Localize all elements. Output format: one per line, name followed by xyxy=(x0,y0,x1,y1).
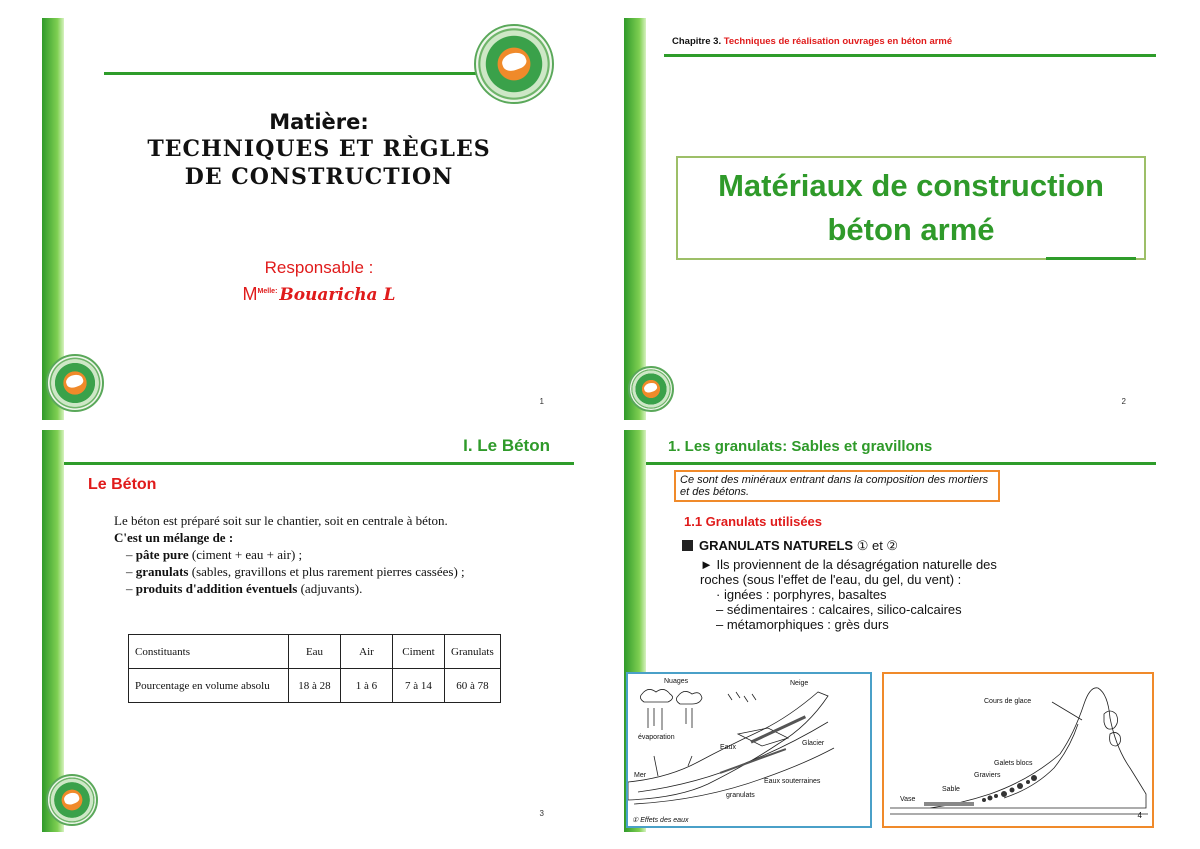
intro-text: Le béton est préparé soit sur le chantier, soit en centrale à béton. xyxy=(114,513,448,528)
section-heading: I. Le Béton xyxy=(463,436,550,455)
table-header: Ciment xyxy=(393,635,445,669)
table-cell: 18 à 28 xyxy=(289,669,341,703)
water-cycle-figure xyxy=(626,672,872,828)
erosion-figure xyxy=(882,672,1154,828)
triangle-bullet-icon: ► xyxy=(700,557,717,572)
header-rule xyxy=(646,462,1156,465)
chapter-title: Techniques de réalisation ouvrages en béton armé xyxy=(723,36,953,47)
course-title xyxy=(64,110,574,190)
list-item: ignées : porphyres, basaltes xyxy=(723,587,887,602)
table-header: Granulats xyxy=(445,635,501,669)
square-bullet-icon xyxy=(682,540,693,551)
slide-4 xyxy=(624,430,1156,832)
list-item: métamorphiques : grès durs xyxy=(726,617,889,632)
slide-1 xyxy=(42,18,574,420)
figure-label: Galets blocs xyxy=(994,760,1033,767)
table-cell: 1 à 6 xyxy=(341,669,393,703)
chapter-header xyxy=(672,36,952,47)
figure-caption: ① Effets des eaux xyxy=(632,817,689,824)
section-heading: 1. Les granulats: Sables et gravillons xyxy=(668,438,933,455)
university-seal-icon xyxy=(474,24,554,104)
concrete-description xyxy=(114,512,554,597)
definition-box: Ce sont des minéraux entrant dans la composition des mortiers et des bétons. xyxy=(674,470,1000,502)
table-header: Air xyxy=(341,635,393,669)
naturels-label: GRANULATS NATURELS xyxy=(699,538,854,553)
responsable-label: Responsable : xyxy=(264,258,374,277)
mix-label: C'est un mélange de : xyxy=(114,530,234,545)
main-title-line-1: Matériaux de construction xyxy=(718,168,1104,203)
responsable-name: $M^{Melle:}$ Bouaricha L xyxy=(242,284,396,305)
figure-label: Neige xyxy=(790,680,809,687)
origin-paragraph: Ils proviennent de la désagrégation naturelle des roches (sous l'effet de l'eau, du gel, du vent) : xyxy=(700,557,997,587)
figure-label: Mer xyxy=(634,772,647,779)
aggregates-text: GRANULATS NATURELS ① et ② ► Ils proviennent de la désagrégation naturelle des roches (sous l'effet de l'eau, du gel, du vent) : · ignées : porphyres, basaltes – sédimentaires : calcaires, silico-calcaires – métamorphiques : grès durs xyxy=(682,538,1012,632)
list-item: – pâte pure (ciment + eau + air) ; xyxy=(126,546,554,563)
university-seal-small-icon xyxy=(46,354,104,412)
table-row xyxy=(129,669,501,703)
list-item: sédimentaires : calcaires, silico-calcaires xyxy=(726,602,962,617)
university-seal-small-icon xyxy=(46,774,98,826)
header-rule xyxy=(664,54,1156,57)
figure-label: Eaux souterraines xyxy=(764,778,821,785)
slide-2 xyxy=(624,18,1156,420)
figure-label: Vase xyxy=(900,796,916,803)
table-cell: Pourcentage en volume absolu xyxy=(129,669,289,703)
name-prefix: M xyxy=(242,284,258,304)
figure-label: Graviers xyxy=(974,772,1001,779)
title-rule xyxy=(104,72,479,75)
page-number: 3 xyxy=(539,809,544,818)
table-cell: 60 à 78 xyxy=(445,669,501,703)
table-header: Eau xyxy=(289,635,341,669)
table-header: Constituants xyxy=(129,635,289,669)
name-title: Melle xyxy=(257,288,276,295)
figure-label: Eaux xyxy=(720,744,736,751)
main-title-box xyxy=(676,156,1146,260)
page-number: 1 xyxy=(539,397,544,406)
table-header-row xyxy=(129,635,501,669)
page-number: 4 xyxy=(1137,811,1142,820)
subheading: 1.1 Granulats utilisées xyxy=(684,514,823,529)
list-item: – produits d'addition éventuels (adjuvants). xyxy=(126,580,554,597)
figure-label: Nuages xyxy=(664,678,689,685)
figure-label: granulats xyxy=(726,792,755,799)
composition-table xyxy=(128,634,501,703)
naturels-refs: ① et ② xyxy=(856,538,899,553)
subheading: Le Béton xyxy=(88,476,157,493)
chapter-label: Chapitre 3. xyxy=(672,36,722,47)
name-text: Bouaricha L xyxy=(279,285,396,305)
mix-list xyxy=(126,546,554,597)
list-item: – granulats (sables, gravillons et plus rarement pierres cassées) ; xyxy=(126,563,554,580)
figure-label: évaporation xyxy=(638,734,675,741)
figure-label: Glacier xyxy=(802,740,825,747)
title-line-3: DE CONSTRUCTION xyxy=(184,164,454,190)
figure-label: Cours de glace xyxy=(984,698,1032,705)
page-number: 2 xyxy=(1121,397,1126,406)
green-side-bar xyxy=(624,18,646,420)
title-line-2: TECHNIQUES ET RÈGLES xyxy=(147,136,491,162)
header-rule xyxy=(64,462,574,465)
university-seal-small-icon xyxy=(628,366,674,412)
table-cell: 7 à 14 xyxy=(393,669,445,703)
figure-label: Sable xyxy=(942,786,960,793)
slide-3 xyxy=(42,430,574,832)
green-side-bar xyxy=(42,430,64,832)
title-line-1: Matière: xyxy=(269,110,369,134)
main-title-line-2: béton armé xyxy=(827,212,995,247)
